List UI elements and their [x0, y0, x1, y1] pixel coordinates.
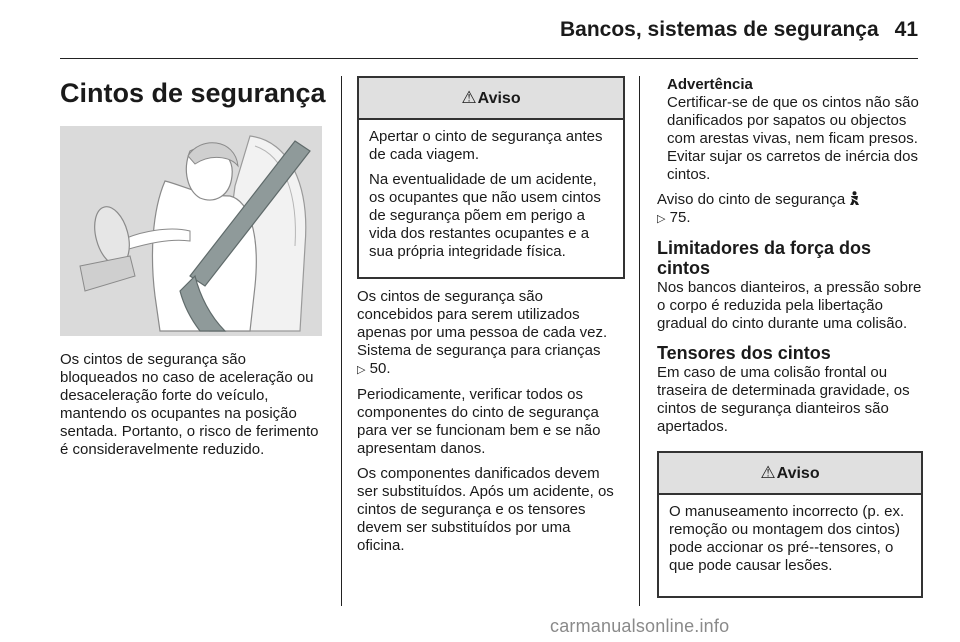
body-paragraph: Periodicamente, verificar todos os componentes do cinto de segurança para ver se funcionam bem e se não apresentam danos. [357, 386, 601, 457]
header-rule [60, 58, 918, 59]
warning-title: Aviso [776, 465, 820, 482]
page-reference-icon: ▷ [357, 364, 366, 376]
page-reference: 75. [669, 209, 691, 226]
warning-text: Apertar o cinto de segurança antes de cada viagem. [369, 128, 603, 163]
advertencia-text: Certificar-se de que os cintos não são danificados por sapatos ou objectos com arestas vivas, nem ficam presos. Evitar sujar os carretos de inércia dos cintos. [667, 94, 919, 183]
seatbelt-illustration [60, 126, 322, 336]
body-text: Aviso do cinto de segurança [657, 191, 846, 208]
section-title: Cintos de segurança [60, 78, 326, 108]
tensioners-heading: Tensores dos cintos [657, 343, 831, 363]
column-2-text [357, 288, 622, 562]
limiters-heading: Limitadores da força dos cintos [657, 238, 872, 278]
page-reference-icon: ▷ [657, 213, 666, 225]
column-divider-left [341, 76, 342, 606]
warning-box-2-header [659, 453, 921, 495]
body-paragraph: Os componentes danificados devem ser substituídos. Após um acidente, os cintos de segurança e os tensores devem ser substituídos por uma oficina. [357, 465, 614, 554]
advertencia-block [657, 76, 922, 184]
advertencia-title: Advertência [667, 76, 753, 93]
warning-triangle-icon: ⚠ [461, 88, 477, 107]
column-divider-right [639, 76, 640, 606]
page-reference: 50. [369, 360, 391, 377]
limiters-paragraph: Nos bancos dianteiros, a pressão sobre o corpo é reduzida pela libertação gradual do cinto durante uma colisão. [657, 279, 922, 332]
warning-title: Aviso [477, 90, 521, 107]
page-number: 41 [894, 18, 918, 41]
warning-text: O manuseamento incorrecto (p. ex. remoção ou montagem dos cintos) pode accionar os pré--tensores, o que pode causar lesões. [669, 503, 905, 574]
seatbelt-reminder-paragraph [657, 191, 922, 228]
body-text: Os cintos de segurança são concebidos para serem utilizados apenas por uma pessoa de cada vez. Sistema de segurança para crianças [357, 288, 608, 359]
body-paragraph [357, 288, 622, 379]
column-3-text [657, 76, 922, 443]
warning-triangle-icon: ⚠ [760, 463, 776, 482]
warning-box-1-header [359, 78, 623, 120]
warning-text: Na eventualidade de um acidente, os ocupantes que não usem cintos de segurança põem em perigo a vida dos restantes ocupantes e a sua própria integridade física. [369, 171, 601, 260]
running-header-title: Bancos, sistemas de segurança [560, 18, 879, 41]
warning-box-1 [357, 76, 625, 279]
column-1-text [60, 351, 322, 466]
watermark: carmanualsonline.info [550, 616, 730, 636]
intro-paragraph: Os cintos de segurança são bloqueados no caso de aceleração ou desaceleração forte do veículo, mantendo os ocupantes na posição sentada. Portanto, o risco de ferimento é consideravelmente reduzido. [60, 351, 319, 458]
warning-box-2 [657, 451, 923, 598]
seatbelt-icon [849, 191, 860, 206]
tensioners-paragraph: Em caso de uma colisão frontal ou traseira de determinada gravidade, os cintos de segurança dianteiros são apertados. [657, 364, 910, 435]
